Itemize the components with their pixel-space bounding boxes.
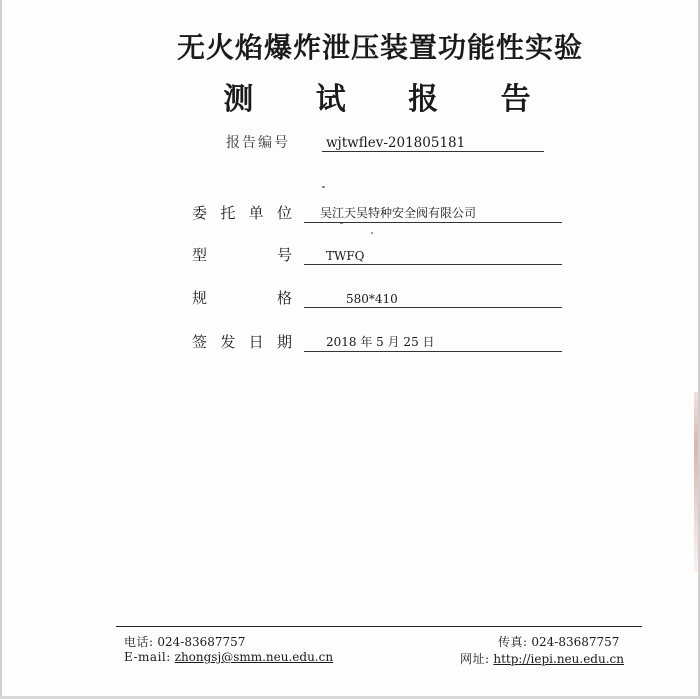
email-link[interactable]: zhongsj@smm.neu.edu.cn (174, 650, 334, 664)
footer-divider (116, 626, 642, 627)
fax-label: 传真: (498, 635, 528, 649)
spec-label: 规 格 (192, 289, 292, 307)
spec-field (192, 287, 562, 308)
report-subtitle: 测 试 报 告 (223, 82, 557, 117)
report-title: 无火焰爆炸泄压装置功能性实验 (176, 31, 583, 64)
fax-value: 024-83687757 (531, 635, 620, 649)
client-value: 吴江天吴特种安全阀有限公司 (304, 204, 562, 223)
website-link[interactable]: http://iepi.neu.edu.cn (493, 652, 624, 666)
scan-speck (371, 232, 373, 234)
email-label: E-mail: (124, 650, 171, 664)
model-value: TWFQ (304, 249, 562, 265)
issue-date-label: 签 发 日 期 (192, 333, 292, 351)
model-label: 型 号 (192, 246, 292, 264)
client-label: 委 托 单 位 (192, 204, 292, 222)
issue-date-field (192, 331, 562, 352)
report-number-value: wjtwflev-201805181 (322, 135, 544, 152)
model-field (192, 244, 562, 265)
footer-phone (124, 633, 245, 650)
website-label: 网址: (460, 652, 490, 666)
footer-email (124, 650, 333, 664)
spec-value: 580*410 (304, 292, 562, 308)
scan-speck (322, 186, 325, 188)
scan-stain-mark (694, 392, 698, 572)
issue-date-value: 2018 年 5 月 25 日 (304, 333, 562, 352)
phone-value: 024-83687757 (157, 635, 246, 649)
footer-website (460, 650, 624, 667)
footer-fax (498, 633, 619, 650)
client-field (192, 202, 562, 223)
report-number-row (226, 132, 544, 152)
phone-label: 电话: (124, 635, 154, 649)
report-number-label: 报告编号 (226, 135, 290, 151)
